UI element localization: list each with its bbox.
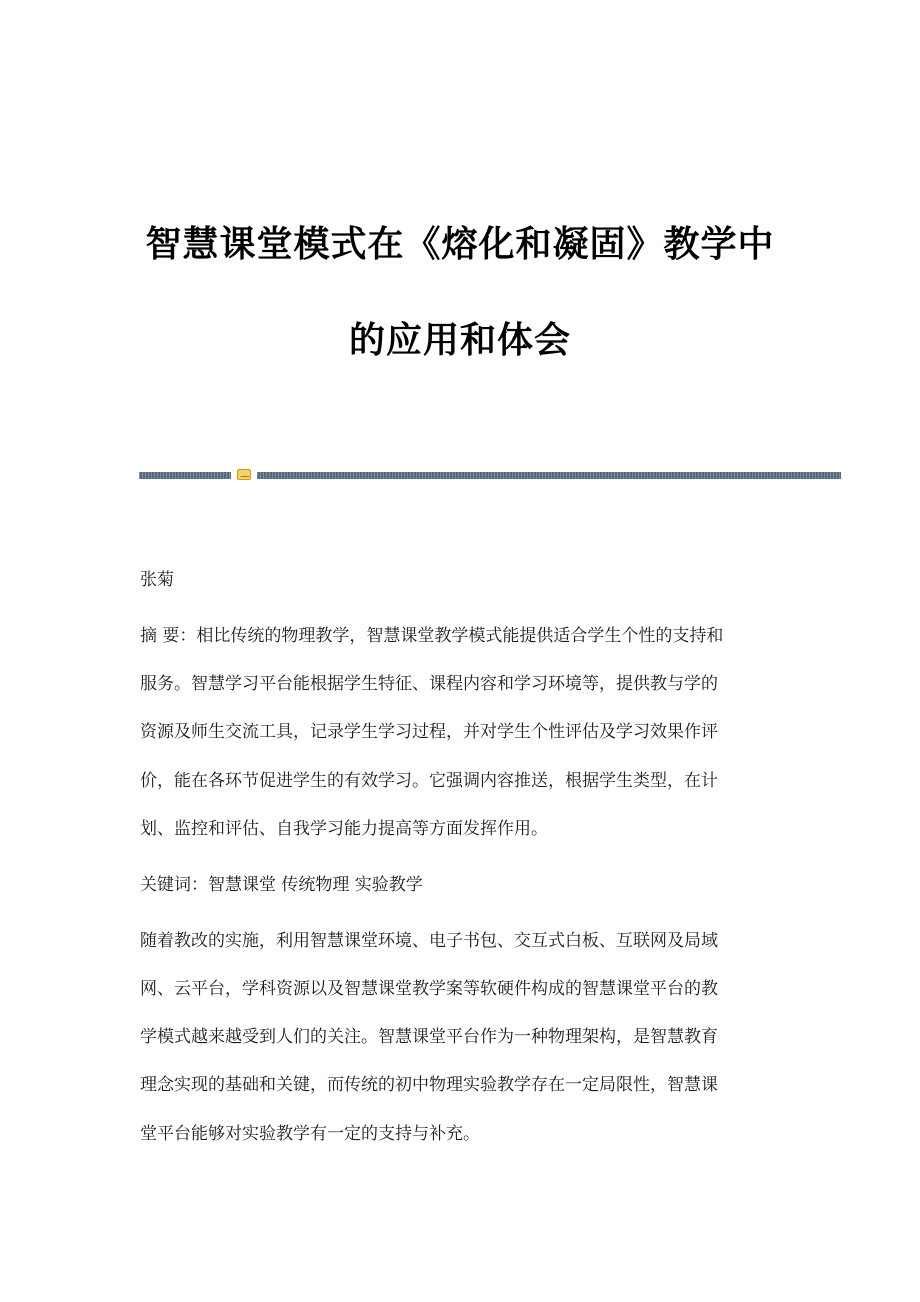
author-name: 张菊 xyxy=(140,570,174,590)
body-line: 堂平台能够对实验教学有一定的支持与补充。 xyxy=(140,1124,480,1144)
abstract-line: 摘 要：相比传统的物理教学，智慧课堂教学模式能提供适合学生个性的支持和 xyxy=(140,626,724,646)
body-line: 网、云平台，学科资源以及智慧课堂教学案等软硬件构成的智慧课堂平台的教 xyxy=(140,979,718,999)
body-line: 理念实现的基础和关键，而传统的初中物理实验教学存在一定局限性，智慧课 xyxy=(140,1075,718,1095)
abstract-line: 服务。智慧学习平台能根据学生特征、课程内容和学习环境等，提供教与学的 xyxy=(140,674,718,694)
document-title-line-2: 的应用和体会 xyxy=(348,320,571,361)
envelope-icon xyxy=(237,469,251,480)
body-line: 学模式越来越受到人们的关注。智慧课堂平台作为一种物理架构，是智慧教育 xyxy=(140,1027,718,1047)
keywords: 关键词：智慧课堂 传统物理 实验教学 xyxy=(140,875,423,895)
body-line: 随着教改的实施，利用智慧课堂环境、电子书包、交互式白板、互联网及局域 xyxy=(140,931,718,951)
title-divider xyxy=(139,468,841,482)
abstract-line: 价，能在各环节促进学生的有效学习。它强调内容推送，根据学生类型，在计 xyxy=(140,771,718,791)
divider-bar-right xyxy=(257,472,841,479)
abstract-line: 资源及师生交流工具，记录学生学习过程，并对学生个性评估及学习效果作评 xyxy=(140,722,718,742)
abstract-line: 划、监控和评估、自我学习能力提高等方面发挥作用。 xyxy=(140,819,548,839)
document-title-line-1: 智慧课堂模式在《熔化和凝固》教学中 xyxy=(145,224,775,265)
divider-bar-left xyxy=(139,472,231,479)
